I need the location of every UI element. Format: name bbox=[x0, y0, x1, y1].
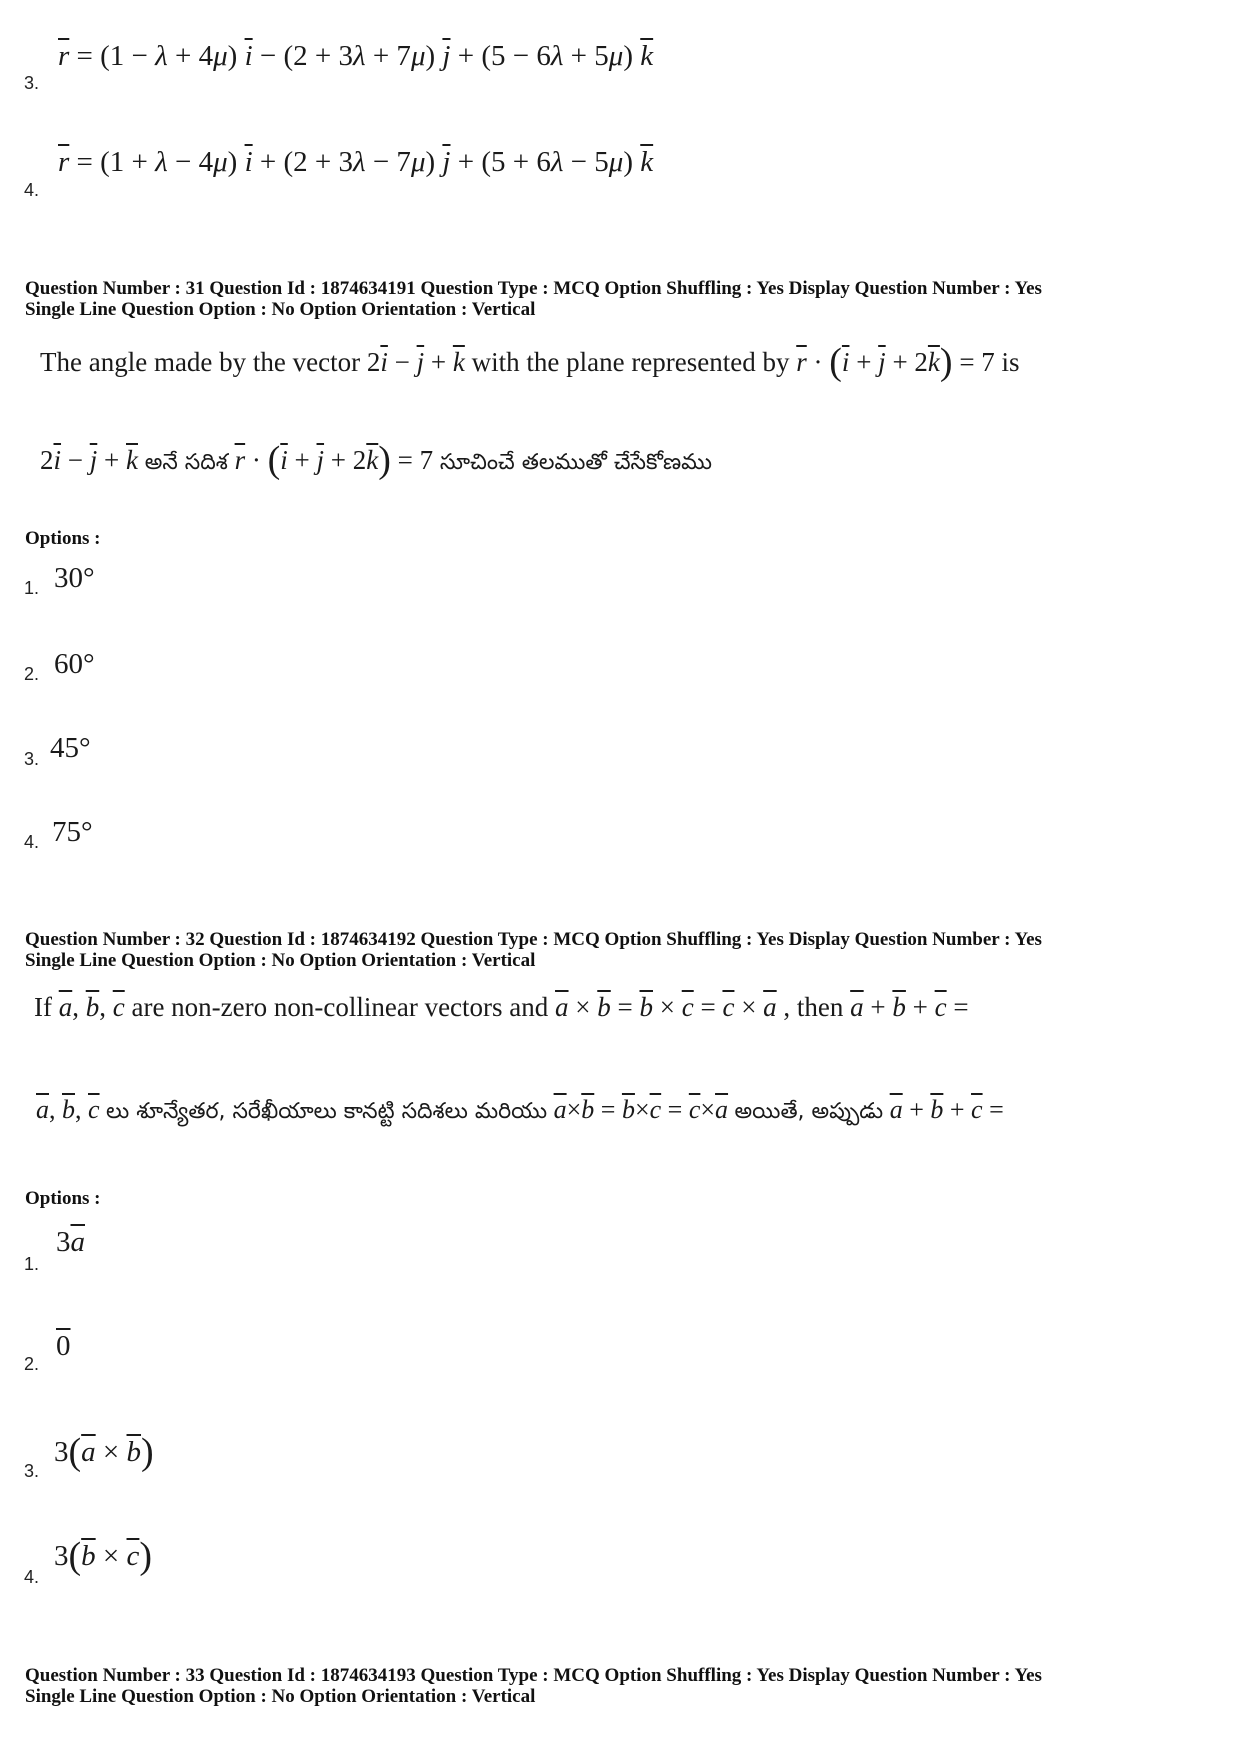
option-number: 4. bbox=[24, 180, 40, 200]
options-label: Options : bbox=[25, 1188, 101, 1209]
option-number: 2. bbox=[24, 664, 40, 684]
option-number: 2. bbox=[24, 1354, 40, 1374]
option-2[interactable]: 60° bbox=[54, 648, 95, 680]
option-3[interactable]: $3(\overline{a} \times \overline{b})$ bbox=[54, 1431, 154, 1473]
question-text-telugu: $2\overline{i} - \overline{j} + \overline{k}$ అనే సదిశ $\overline{r} \cdot (\overline{i} + \overline{j} + 2\overline{k}) = 7$ సూచించే తలముతో చేసేకోణము bbox=[40, 439, 713, 481]
question-text-english: If $\overline{a}$, $\overline{b}$, $\overline{c}$ are non-zero non-collinear vectors and $\overline{a} \times \overline{b} = \overline{b} \times \overline{c} = \overline{c} \times \overline{a}$ , then $\overline{a} + \overline{b} + \overline{c}$ = bbox=[34, 992, 969, 1022]
option-number: 1. bbox=[24, 1254, 40, 1274]
question-meta-line2: Single Line Question Option : No Option Orientation : Vertical bbox=[25, 950, 536, 971]
question-meta-33 bbox=[25, 1665, 1042, 1707]
option-1[interactable]: 30° bbox=[54, 562, 95, 594]
option-number: 3. bbox=[24, 73, 40, 93]
question-meta-32 bbox=[25, 929, 1042, 971]
question-meta-line1: Question Number : 31 Question Id : 1874634191 Question Type : MCQ Option Shuffling : Yes Display Question Number : Yes bbox=[25, 278, 1042, 299]
question-text-telugu: $\overline{a}$, $\overline{b}$, $\overline{c}$ లు శూన్యేతర, సరేఖీయాలు కానట్టి సదిశలు మరియు $\overline{a}\times\overline{b} = \overline{b}\times\overline{c} = \overline{c}\times\overline{a}$ అయితే, అప్పుడు $\overline{a} + \overline{b} + \overline{c}$ = bbox=[36, 1095, 1004, 1124]
option-3[interactable]: 45° bbox=[50, 732, 91, 764]
option-2[interactable]: 0 bbox=[56, 1330, 71, 1362]
option-number: 1. bbox=[24, 578, 40, 598]
options-label: Options : bbox=[25, 528, 101, 549]
option-1[interactable]: $3\overline{a}$ bbox=[56, 1226, 85, 1258]
question-meta-31 bbox=[25, 278, 1042, 320]
option-number: 3. bbox=[24, 1461, 40, 1481]
question-meta-line1: Question Number : 32 Question Id : 1874634192 Question Type : MCQ Option Shuffling : Yes Display Question Number : Yes bbox=[25, 929, 1042, 950]
option-prev-4[interactable]: $\overline{r} = (1 + \lambda - 4\mu) \overline{i} + (2 + 3\lambda - 7\mu) \overline{j} + (5 + 6\lambda - 5\mu)$ $\overline{k}$ bbox=[58, 146, 654, 178]
question-meta-line2: Single Line Question Option : No Option Orientation : Vertical bbox=[25, 1686, 536, 1707]
option-number: 3. bbox=[24, 749, 40, 769]
option-number: 4. bbox=[24, 1567, 40, 1587]
option-number: 4. bbox=[24, 832, 40, 852]
question-meta-line2: Single Line Question Option : No Option Orientation : Vertical bbox=[25, 299, 536, 320]
option-4[interactable]: $3(\overline{b} \times \overline{c})$ bbox=[54, 1535, 153, 1577]
option-4[interactable]: 75° bbox=[52, 816, 93, 848]
option-prev-3[interactable]: $\overline{r} = (1 - \lambda + 4\mu) \overline{i} - (2 + 3\lambda + 7\mu) \overline{j} + (5 - 6\lambda + 5\mu)$ $\overline{k}$ bbox=[58, 40, 654, 72]
question-meta-line1: Question Number : 33 Question Id : 1874634193 Question Type : MCQ Option Shuffling : Yes Display Question Number : Yes bbox=[25, 1665, 1042, 1686]
question-text-english: The angle made by the vector $2\overline{i} - \overline{j} + \overline{k}$ with the plane represented by $\overline{r} \cdot (\overline{i} + \overline{j} + 2\overline{k}) = 7$ is bbox=[40, 341, 1020, 383]
